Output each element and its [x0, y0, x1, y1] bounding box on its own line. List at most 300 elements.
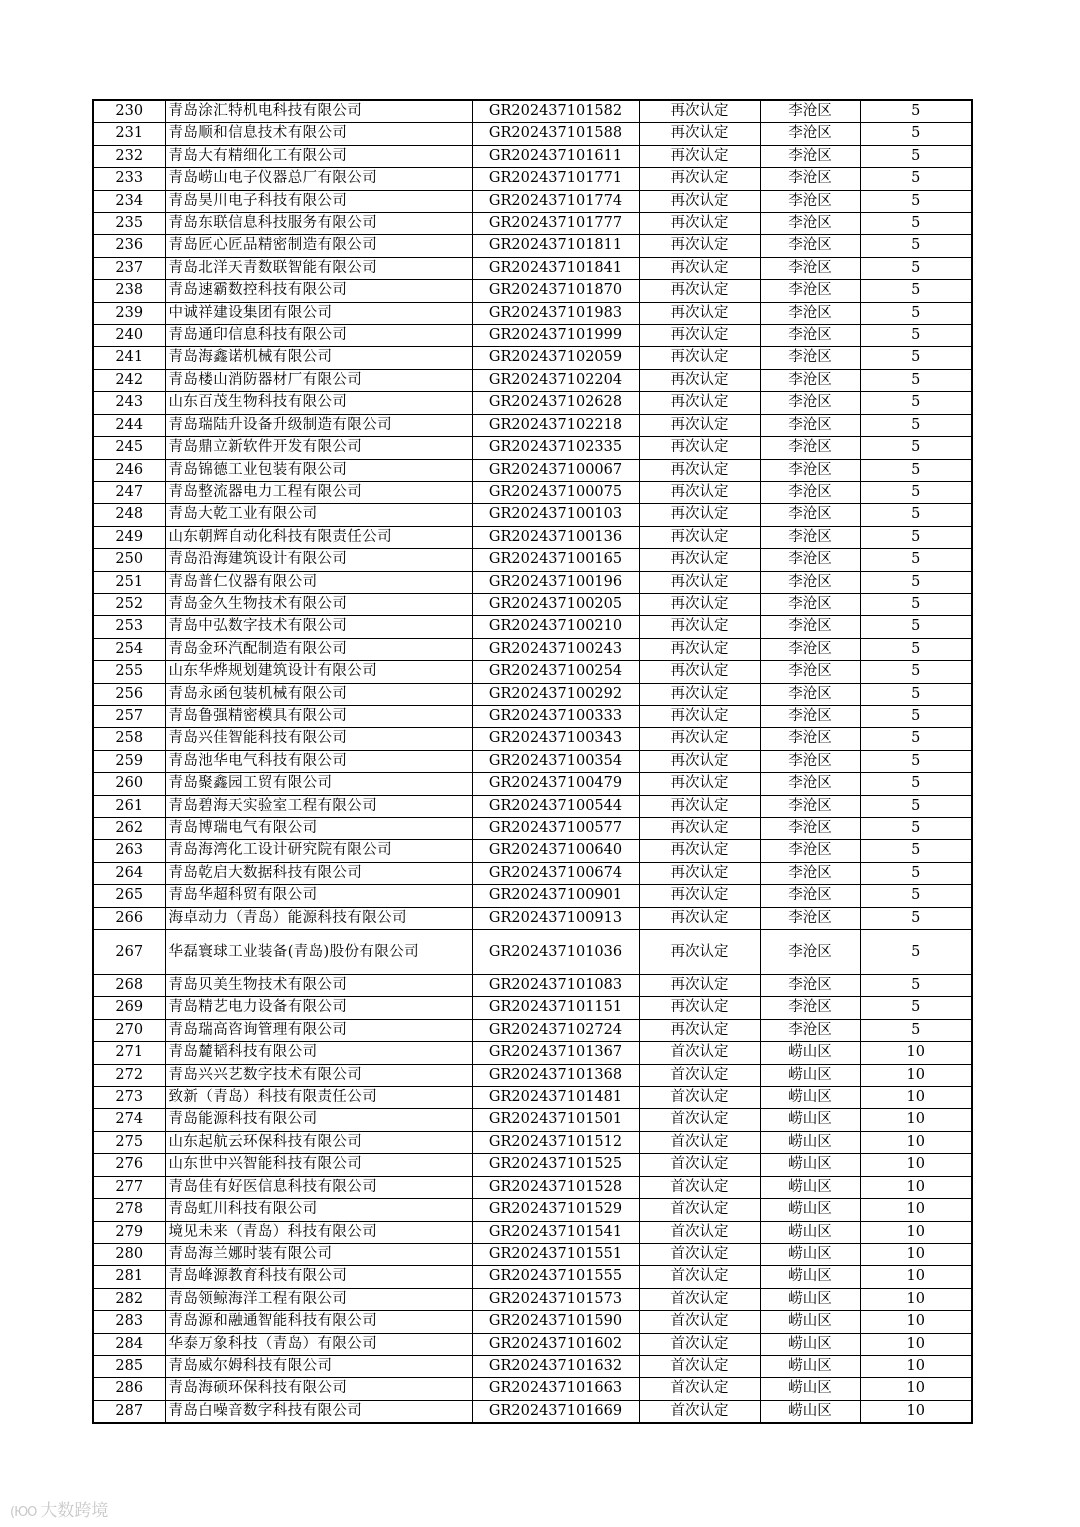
- district-cell: 李沧区: [760, 593, 860, 615]
- score-cell: 5: [860, 683, 972, 705]
- certificate-code-cell: GR202437101590: [472, 1311, 639, 1333]
- score-cell: 5: [860, 616, 972, 638]
- score-cell: 10: [860, 1243, 972, 1265]
- recognition-type-cell: 首次认定: [639, 1131, 760, 1153]
- table-row: [93, 235, 972, 257]
- score-cell: 10: [860, 1378, 972, 1400]
- company-name-cell: 青岛海硕环保科技有限公司: [165, 1378, 472, 1400]
- score-cell: 5: [860, 997, 972, 1019]
- table-row: [93, 213, 972, 235]
- recognition-type-cell: 首次认定: [639, 1400, 760, 1423]
- certificate-code-cell: GR202437101501: [472, 1109, 639, 1131]
- score-cell: 5: [860, 750, 972, 772]
- certificate-code-cell: GR202437102628: [472, 392, 639, 414]
- district-cell: 李沧区: [760, 885, 860, 907]
- company-name-cell: 青岛顺和信息技术有限公司: [165, 123, 472, 145]
- recognition-type-cell: 再次认定: [639, 616, 760, 638]
- recognition-type-cell: 首次认定: [639, 1109, 760, 1131]
- score-cell: 5: [860, 123, 972, 145]
- table-row: [93, 1243, 972, 1265]
- recognition-type-cell: 再次认定: [639, 930, 760, 975]
- certificate-code-cell: GR202437101602: [472, 1333, 639, 1355]
- table-row: [93, 347, 972, 369]
- company-name-cell: 青岛源和融通智能科技有限公司: [165, 1311, 472, 1333]
- company-name-cell: 青岛中弘数字技术有限公司: [165, 616, 472, 638]
- recognition-type-cell: 首次认定: [639, 1243, 760, 1265]
- row-index-cell: 252: [93, 593, 165, 615]
- table-row: [93, 1378, 972, 1400]
- district-cell: 崂山区: [760, 1288, 860, 1310]
- recognition-type-cell: 再次认定: [639, 840, 760, 862]
- recognition-type-cell: 再次认定: [639, 235, 760, 257]
- score-cell: 5: [860, 638, 972, 660]
- district-cell: 李沧区: [760, 168, 860, 190]
- district-cell: 崂山区: [760, 1199, 860, 1221]
- row-index-cell: 258: [93, 728, 165, 750]
- score-cell: 5: [860, 235, 972, 257]
- district-cell: 李沧区: [760, 862, 860, 884]
- row-index-cell: 282: [93, 1288, 165, 1310]
- certificate-code-cell: GR202437101669: [472, 1400, 639, 1423]
- score-cell: 5: [860, 145, 972, 167]
- row-index-cell: 253: [93, 616, 165, 638]
- company-name-cell: 青岛瑞高咨询管理有限公司: [165, 1019, 472, 1041]
- table-row: [93, 302, 972, 324]
- district-cell: 崂山区: [760, 1355, 860, 1377]
- table-row: [93, 616, 972, 638]
- company-name-cell: 青岛兴兴艺数字技术有限公司: [165, 1064, 472, 1086]
- row-index-cell: 254: [93, 638, 165, 660]
- recognition-type-cell: 再次认定: [639, 571, 760, 593]
- district-cell: 崂山区: [760, 1378, 860, 1400]
- table-row: [93, 930, 972, 975]
- score-cell: 5: [860, 661, 972, 683]
- recognition-type-cell: 再次认定: [639, 437, 760, 459]
- recognition-type-cell: 再次认定: [639, 1019, 760, 1041]
- row-index-cell: 241: [93, 347, 165, 369]
- table-row: [93, 459, 972, 481]
- certificate-code-cell: GR202437102204: [472, 369, 639, 391]
- row-index-cell: 249: [93, 526, 165, 548]
- company-name-cell: 青岛鲁强精密模具有限公司: [165, 705, 472, 727]
- company-name-cell: 青岛乾启大数据科技有限公司: [165, 862, 472, 884]
- certificate-code-cell: GR202437101774: [472, 190, 639, 212]
- row-index-cell: 236: [93, 235, 165, 257]
- recognition-type-cell: 再次认定: [639, 459, 760, 481]
- table-row: [93, 1154, 972, 1176]
- district-cell: 李沧区: [760, 773, 860, 795]
- table-row: [93, 437, 972, 459]
- row-index-cell: 257: [93, 705, 165, 727]
- recognition-type-cell: 再次认定: [639, 750, 760, 772]
- district-cell: 崂山区: [760, 1154, 860, 1176]
- certificate-code-cell: GR202437101999: [472, 325, 639, 347]
- recognition-type-cell: 再次认定: [639, 975, 760, 997]
- certificate-code-cell: GR202437101573: [472, 1288, 639, 1310]
- table-row: [93, 1109, 972, 1131]
- certificate-code-cell: GR202437102335: [472, 437, 639, 459]
- company-list-table: [92, 99, 973, 1424]
- district-cell: 李沧区: [760, 123, 860, 145]
- row-index-cell: 246: [93, 459, 165, 481]
- table-row: [93, 1019, 972, 1041]
- score-cell: 5: [860, 369, 972, 391]
- recognition-type-cell: 再次认定: [639, 593, 760, 615]
- row-index-cell: 276: [93, 1154, 165, 1176]
- table-row: [93, 257, 972, 279]
- row-index-cell: 281: [93, 1266, 165, 1288]
- recognition-type-cell: 首次认定: [639, 1378, 760, 1400]
- district-cell: 崂山区: [760, 1243, 860, 1265]
- recognition-type-cell: 再次认定: [639, 661, 760, 683]
- company-name-cell: 青岛普仁仪器有限公司: [165, 571, 472, 593]
- row-index-cell: 269: [93, 997, 165, 1019]
- row-index-cell: 230: [93, 100, 165, 123]
- certificate-code-cell: GR202437100544: [472, 795, 639, 817]
- score-cell: 5: [860, 414, 972, 436]
- district-cell: 李沧区: [760, 975, 860, 997]
- table-row: [93, 840, 972, 862]
- row-index-cell: 239: [93, 302, 165, 324]
- score-cell: 5: [860, 190, 972, 212]
- certificate-code-cell: GR202437100354: [472, 750, 639, 772]
- score-cell: 10: [860, 1311, 972, 1333]
- district-cell: 崂山区: [760, 1221, 860, 1243]
- recognition-type-cell: 首次认定: [639, 1087, 760, 1109]
- company-name-cell: 青岛涂汇特机电科技有限公司: [165, 100, 472, 123]
- certificate-code-cell: GR202437100210: [472, 616, 639, 638]
- score-cell: 5: [860, 100, 972, 123]
- table-row: [93, 504, 972, 526]
- district-cell: 李沧区: [760, 683, 860, 705]
- score-cell: 5: [860, 840, 972, 862]
- district-cell: 李沧区: [760, 571, 860, 593]
- district-cell: 李沧区: [760, 840, 860, 862]
- table-row: [93, 997, 972, 1019]
- company-name-cell: 青岛金久生物技术有限公司: [165, 593, 472, 615]
- table-row: [93, 369, 972, 391]
- score-cell: 5: [860, 1019, 972, 1041]
- district-cell: 崂山区: [760, 1400, 860, 1423]
- table-row: [93, 773, 972, 795]
- company-name-cell: 青岛崂山电子仪器总厂有限公司: [165, 168, 472, 190]
- score-cell: 5: [860, 549, 972, 571]
- company-name-cell: 青岛贝美生物技术有限公司: [165, 975, 472, 997]
- table-row: [93, 975, 972, 997]
- row-index-cell: 238: [93, 280, 165, 302]
- district-cell: 李沧区: [760, 213, 860, 235]
- district-cell: 李沧区: [760, 661, 860, 683]
- company-name-cell: 青岛整流器电力工程有限公司: [165, 481, 472, 503]
- certificate-code-cell: GR202437102218: [472, 414, 639, 436]
- district-cell: 李沧区: [760, 280, 860, 302]
- table-row: [93, 795, 972, 817]
- district-cell: 李沧区: [760, 526, 860, 548]
- score-cell: 10: [860, 1199, 972, 1221]
- certificate-code-cell: GR202437100674: [472, 862, 639, 884]
- company-name-cell: 青岛沿海建筑设计有限公司: [165, 549, 472, 571]
- score-cell: 5: [860, 728, 972, 750]
- district-cell: 李沧区: [760, 638, 860, 660]
- certificate-code-cell: GR202437101588: [472, 123, 639, 145]
- certificate-code-cell: GR202437101512: [472, 1131, 639, 1153]
- score-cell: 10: [860, 1266, 972, 1288]
- certificate-code-cell: GR202437101841: [472, 257, 639, 279]
- district-cell: 李沧区: [760, 459, 860, 481]
- recognition-type-cell: 首次认定: [639, 1333, 760, 1355]
- table-row: [93, 885, 972, 907]
- certificate-code-cell: GR202437100333: [472, 705, 639, 727]
- certificate-code-cell: GR202437101481: [472, 1087, 639, 1109]
- recognition-type-cell: 再次认定: [639, 862, 760, 884]
- district-cell: 李沧区: [760, 504, 860, 526]
- recognition-type-cell: 再次认定: [639, 481, 760, 503]
- district-cell: 崂山区: [760, 1087, 860, 1109]
- district-cell: 李沧区: [760, 1019, 860, 1041]
- district-cell: 崂山区: [760, 1266, 860, 1288]
- row-index-cell: 270: [93, 1019, 165, 1041]
- score-cell: 10: [860, 1131, 972, 1153]
- row-index-cell: 248: [93, 504, 165, 526]
- score-cell: 5: [860, 885, 972, 907]
- certificate-code-cell: GR202437100640: [472, 840, 639, 862]
- certificate-code-cell: GR202437100901: [472, 885, 639, 907]
- certificate-code-cell: GR202437101529: [472, 1199, 639, 1221]
- score-cell: 5: [860, 504, 972, 526]
- district-cell: 李沧区: [760, 437, 860, 459]
- certificate-code-cell: GR202437100243: [472, 638, 639, 660]
- row-index-cell: 251: [93, 571, 165, 593]
- certificate-code-cell: GR202437101663: [472, 1378, 639, 1400]
- company-name-cell: 青岛永函包装机械有限公司: [165, 683, 472, 705]
- recognition-type-cell: 首次认定: [639, 1154, 760, 1176]
- certificate-code-cell: GR202437100205: [472, 593, 639, 615]
- table-row: [93, 1064, 972, 1086]
- company-name-cell: 青岛锦德工业包装有限公司: [165, 459, 472, 481]
- company-name-cell: 青岛瑞陆升设备升级制造有限公司: [165, 414, 472, 436]
- recognition-type-cell: 再次认定: [639, 818, 760, 840]
- district-cell: 李沧区: [760, 325, 860, 347]
- company-name-cell: 青岛白噪音数字科技有限公司: [165, 1400, 472, 1423]
- row-index-cell: 255: [93, 661, 165, 683]
- score-cell: 5: [860, 302, 972, 324]
- company-name-cell: 青岛大有精细化工有限公司: [165, 145, 472, 167]
- recognition-type-cell: 再次认定: [639, 213, 760, 235]
- score-cell: 10: [860, 1064, 972, 1086]
- score-cell: 5: [860, 168, 972, 190]
- company-name-cell: 青岛速霸数控科技有限公司: [165, 280, 472, 302]
- score-cell: 10: [860, 1154, 972, 1176]
- recognition-type-cell: 再次认定: [639, 885, 760, 907]
- table-row: [93, 123, 972, 145]
- certificate-code-cell: GR202437101551: [472, 1243, 639, 1265]
- company-name-cell: 华磊寰球工业装备(青岛)股份有限公司: [165, 930, 472, 975]
- company-name-cell: 青岛聚鑫园工贸有限公司: [165, 773, 472, 795]
- certificate-code-cell: GR202437100103: [472, 504, 639, 526]
- certificate-code-cell: GR202437101367: [472, 1042, 639, 1064]
- row-index-cell: 277: [93, 1176, 165, 1198]
- score-cell: 10: [860, 1221, 972, 1243]
- district-cell: 李沧区: [760, 145, 860, 167]
- recognition-type-cell: 再次认定: [639, 773, 760, 795]
- recognition-type-cell: 再次认定: [639, 795, 760, 817]
- score-cell: 5: [860, 930, 972, 975]
- company-name-cell: 青岛博瑞电气有限公司: [165, 818, 472, 840]
- company-name-cell: 山东百茂生物科技有限公司: [165, 392, 472, 414]
- table-row: [93, 145, 972, 167]
- score-cell: 10: [860, 1288, 972, 1310]
- company-name-cell: 海卓动力（青岛）能源科技有限公司: [165, 907, 472, 929]
- certificate-code-cell: GR202437101555: [472, 1266, 639, 1288]
- score-cell: 10: [860, 1333, 972, 1355]
- row-index-cell: 231: [93, 123, 165, 145]
- recognition-type-cell: 首次认定: [639, 1311, 760, 1333]
- row-index-cell: 267: [93, 930, 165, 975]
- row-index-cell: 272: [93, 1064, 165, 1086]
- company-name-cell: 青岛精艺电力设备有限公司: [165, 997, 472, 1019]
- row-index-cell: 259: [93, 750, 165, 772]
- certificate-code-cell: GR202437101541: [472, 1221, 639, 1243]
- recognition-type-cell: 再次认定: [639, 123, 760, 145]
- row-index-cell: 261: [93, 795, 165, 817]
- district-cell: 崂山区: [760, 1176, 860, 1198]
- row-index-cell: 237: [93, 257, 165, 279]
- row-index-cell: 245: [93, 437, 165, 459]
- row-index-cell: 268: [93, 975, 165, 997]
- table-row: [93, 1221, 972, 1243]
- row-index-cell: 279: [93, 1221, 165, 1243]
- company-name-cell: 青岛峰源教育科技有限公司: [165, 1266, 472, 1288]
- district-cell: 李沧区: [760, 997, 860, 1019]
- table-row: [93, 1333, 972, 1355]
- table-row: [93, 593, 972, 615]
- recognition-type-cell: 再次认定: [639, 705, 760, 727]
- recognition-type-cell: 再次认定: [639, 325, 760, 347]
- recognition-type-cell: 再次认定: [639, 549, 760, 571]
- table-row: [93, 481, 972, 503]
- score-cell: 5: [860, 280, 972, 302]
- company-name-cell: 中诚祥建设集团有限公司: [165, 302, 472, 324]
- score-cell: 10: [860, 1087, 972, 1109]
- recognition-type-cell: 再次认定: [639, 526, 760, 548]
- company-name-cell: 青岛能源科技有限公司: [165, 1109, 472, 1131]
- score-cell: 5: [860, 257, 972, 279]
- row-index-cell: 274: [93, 1109, 165, 1131]
- certificate-code-cell: GR202437100075: [472, 481, 639, 503]
- table-row: [93, 1176, 972, 1198]
- certificate-code-cell: GR202437101811: [472, 235, 639, 257]
- table-row: [93, 571, 972, 593]
- district-cell: 李沧区: [760, 907, 860, 929]
- row-index-cell: 265: [93, 885, 165, 907]
- score-cell: 10: [860, 1176, 972, 1198]
- table-row: [93, 414, 972, 436]
- company-name-cell: 致新（青岛）科技有限责任公司: [165, 1087, 472, 1109]
- district-cell: 李沧区: [760, 616, 860, 638]
- row-index-cell: 244: [93, 414, 165, 436]
- district-cell: 李沧区: [760, 190, 860, 212]
- score-cell: 5: [860, 347, 972, 369]
- row-index-cell: 235: [93, 213, 165, 235]
- company-name-cell: 青岛麓韬科技有限公司: [165, 1042, 472, 1064]
- certificate-code-cell: GR202437101528: [472, 1176, 639, 1198]
- recognition-type-cell: 再次认定: [639, 907, 760, 929]
- recognition-type-cell: 再次认定: [639, 728, 760, 750]
- score-cell: 5: [860, 213, 972, 235]
- recognition-type-cell: 再次认定: [639, 369, 760, 391]
- watermark: [10, 1496, 108, 1521]
- table-row: [93, 661, 972, 683]
- certificate-code-cell: GR202437100343: [472, 728, 639, 750]
- district-cell: 李沧区: [760, 392, 860, 414]
- table-row: [93, 100, 972, 123]
- recognition-type-cell: 再次认定: [639, 347, 760, 369]
- company-name-cell: 青岛池华电气科技有限公司: [165, 750, 472, 772]
- certificate-code-cell: GR202437101525: [472, 1154, 639, 1176]
- score-cell: 5: [860, 818, 972, 840]
- score-cell: 5: [860, 773, 972, 795]
- certificate-code-cell: GR202437101036: [472, 930, 639, 975]
- certificate-code-cell: GR202437100196: [472, 571, 639, 593]
- company-name-cell: 青岛海湾化工设计研究院有限公司: [165, 840, 472, 862]
- score-cell: 5: [860, 593, 972, 615]
- table-row: [93, 392, 972, 414]
- company-name-cell: 青岛碧海天实验室工程有限公司: [165, 795, 472, 817]
- company-name-cell: 青岛通印信息科技有限公司: [165, 325, 472, 347]
- table-row: [93, 190, 972, 212]
- certificate-code-cell: GR202437101582: [472, 100, 639, 123]
- certificate-code-cell: GR202437100577: [472, 818, 639, 840]
- table-row: [93, 168, 972, 190]
- district-cell: 李沧区: [760, 818, 860, 840]
- row-index-cell: 234: [93, 190, 165, 212]
- company-name-cell: 境见未来（青岛）科技有限公司: [165, 1221, 472, 1243]
- recognition-type-cell: 再次认定: [639, 145, 760, 167]
- recognition-type-cell: 首次认定: [639, 1176, 760, 1198]
- company-name-cell: 青岛鼎立新软件开发有限公司: [165, 437, 472, 459]
- recognition-type-cell: 首次认定: [639, 1355, 760, 1377]
- company-name-cell: 山东起航云环保科技有限公司: [165, 1131, 472, 1153]
- recognition-type-cell: 再次认定: [639, 100, 760, 123]
- company-name-cell: 青岛昊川电子科技有限公司: [165, 190, 472, 212]
- recognition-type-cell: 再次认定: [639, 168, 760, 190]
- row-index-cell: 240: [93, 325, 165, 347]
- score-cell: 5: [860, 526, 972, 548]
- certificate-code-cell: GR202437101611: [472, 145, 639, 167]
- certificate-code-cell: GR202437100067: [472, 459, 639, 481]
- table-row: [93, 1131, 972, 1153]
- row-index-cell: 260: [93, 773, 165, 795]
- row-index-cell: 286: [93, 1378, 165, 1400]
- row-index-cell: 284: [93, 1333, 165, 1355]
- certificate-code-cell: GR202437102059: [472, 347, 639, 369]
- certificate-code-cell: GR202437100165: [472, 549, 639, 571]
- row-index-cell: 285: [93, 1355, 165, 1377]
- score-cell: 10: [860, 1109, 972, 1131]
- score-cell: 10: [860, 1400, 972, 1423]
- district-cell: 李沧区: [760, 257, 860, 279]
- watermark-text: 大数跨境: [40, 1501, 109, 1521]
- row-index-cell: 250: [93, 549, 165, 571]
- row-index-cell: 266: [93, 907, 165, 929]
- table-row: [93, 549, 972, 571]
- certificate-code-cell: GR202437101771: [472, 168, 639, 190]
- recognition-type-cell: 再次认定: [639, 392, 760, 414]
- score-cell: 5: [860, 907, 972, 929]
- company-name-cell: 青岛威尔姆科技有限公司: [165, 1355, 472, 1377]
- table-row: [93, 280, 972, 302]
- company-name-cell: 青岛海兰娜时装有限公司: [165, 1243, 472, 1265]
